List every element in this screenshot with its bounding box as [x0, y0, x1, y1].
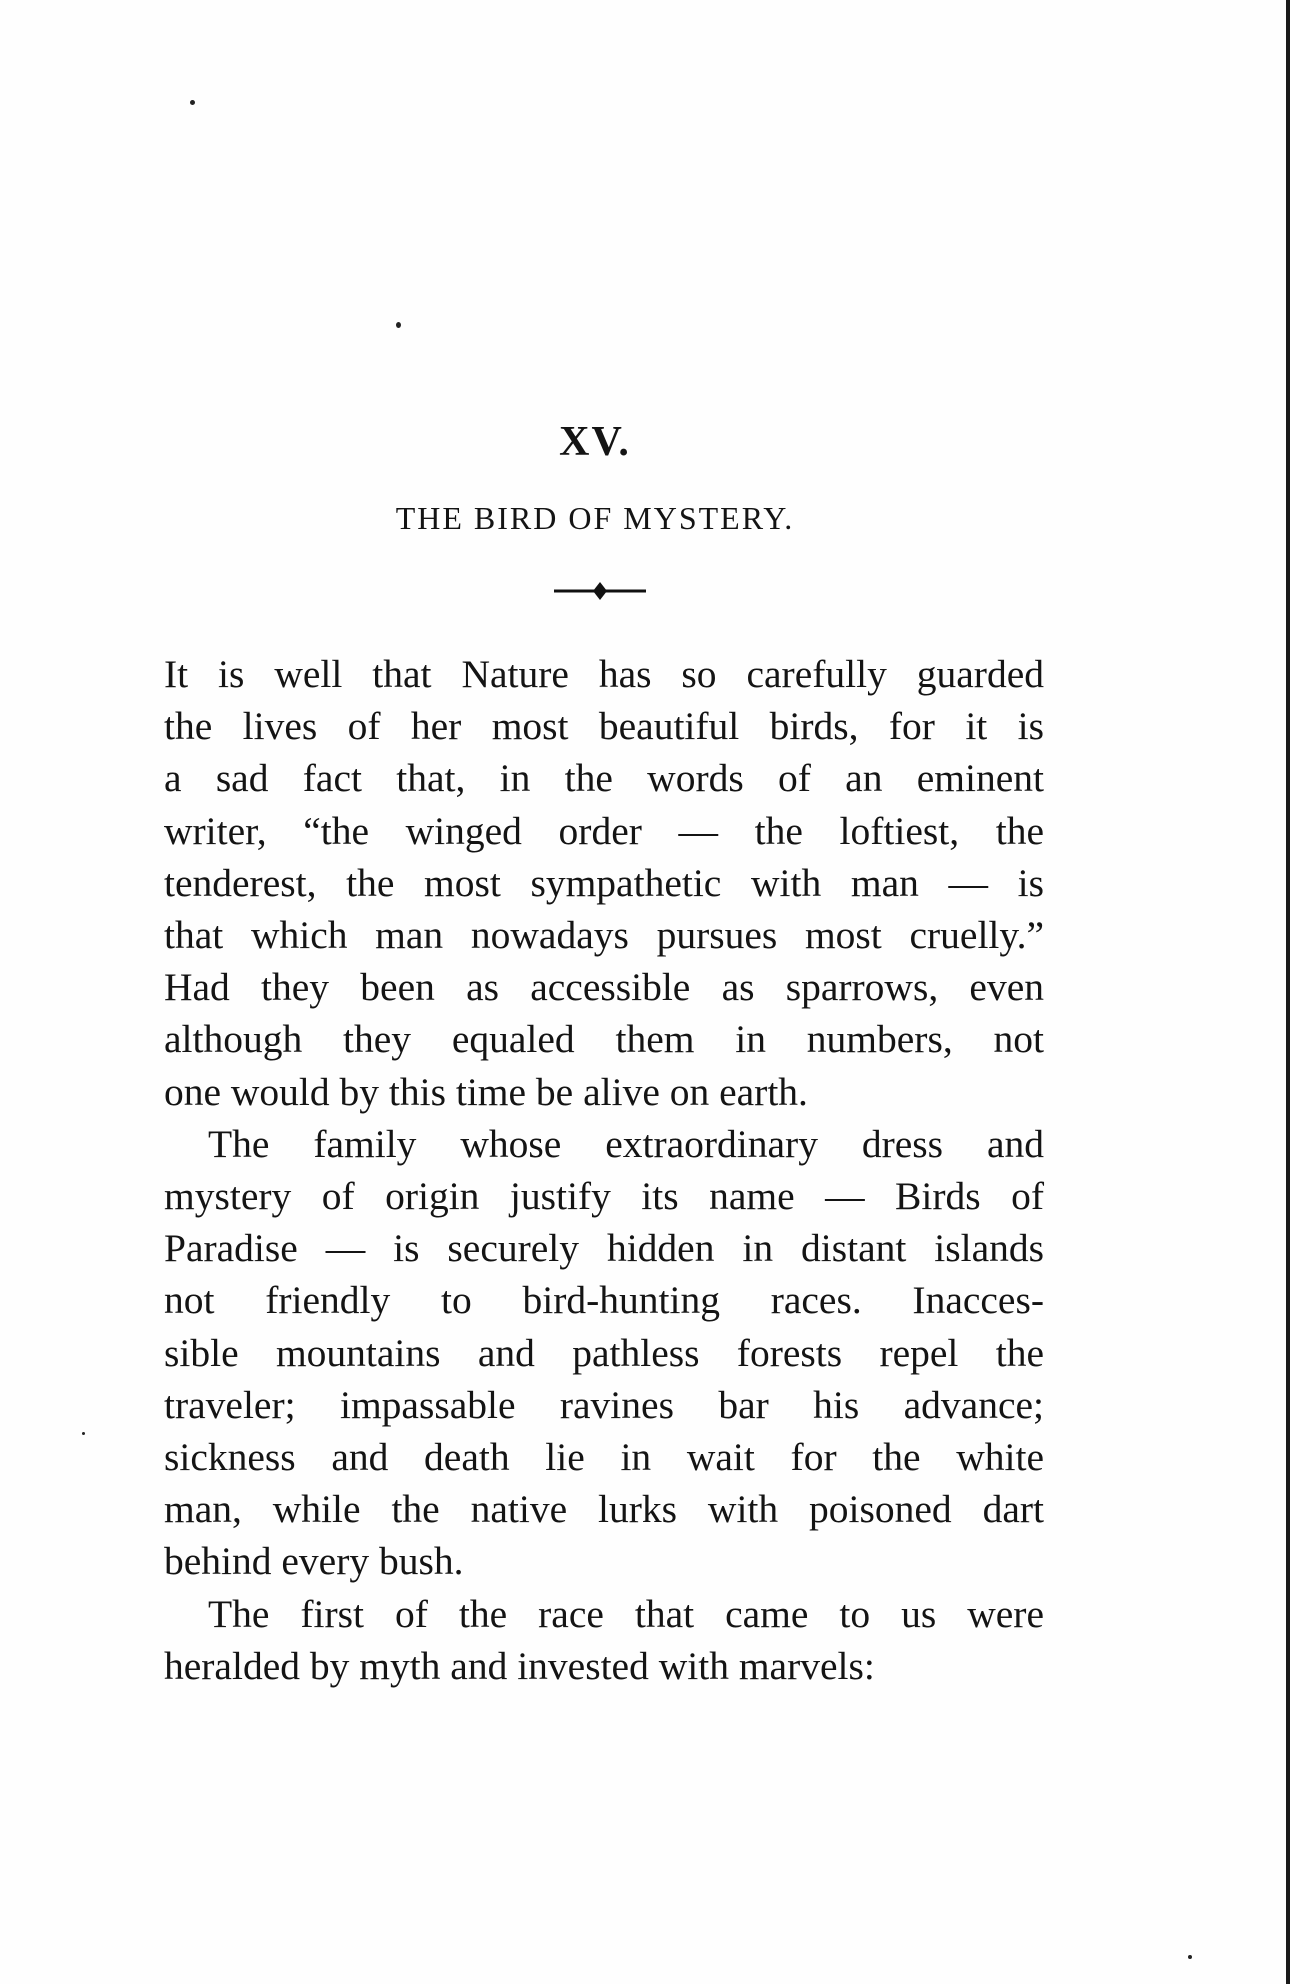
- paragraph: [164, 1118, 1044, 1588]
- scan-speck: [396, 322, 401, 328]
- chapter-number: XV.: [559, 419, 631, 465]
- text-line: It is well that Nature has so carefully guarded: [164, 652, 1044, 696]
- ornament-divider-icon: [552, 576, 648, 606]
- paragraph: [164, 648, 1044, 1118]
- text-line: writer, “the winged order — the loftiest, the: [164, 808, 1044, 853]
- text-line: sickness and death lie in wait for the white: [164, 1435, 1044, 1480]
- text-line: Paradise — is securely hidden in distant islands: [164, 1226, 1044, 1271]
- text-line: behind every bush.: [164, 1539, 464, 1584]
- text-line: although they equaled them in numbers, not: [164, 1017, 1044, 1062]
- paragraph: [164, 1588, 1044, 1692]
- scan-speck: [1188, 1955, 1192, 1959]
- chapter-body: [164, 648, 1044, 1692]
- text-line: that which man nowadays pursues most cruelly.”: [164, 913, 1044, 958]
- scan-speck: [82, 1432, 85, 1435]
- text-line: heralded by myth and invested with marvels:: [164, 1643, 875, 1688]
- chapter-title: THE BIRD OF MYSTERY.: [395, 500, 795, 536]
- page-edge-shadow: [1286, 0, 1290, 1984]
- text-line: sible mountains and pathless forests repel the: [164, 1330, 1044, 1375]
- text-line: mystery of origin justify its name — Birds of: [164, 1174, 1044, 1219]
- text-line: not friendly to bird-hunting races. Inacces-: [164, 1278, 1044, 1323]
- text-line: The family whose extraordinary dress and: [208, 1121, 1044, 1166]
- text-line: a sad fact that, in the words of an eminent: [164, 756, 1044, 801]
- text-line: the lives of her most beautiful birds, for it is: [164, 704, 1044, 749]
- text-line: Had they been as accessible as sparrows, even: [164, 965, 1044, 1010]
- scan-speck: [190, 100, 195, 105]
- text-line: man, while the native lurks with poisoned dart: [164, 1487, 1044, 1532]
- text-line: traveler; impassable ravines bar his advance;: [164, 1382, 1044, 1427]
- text-line: tenderest, the most sympathetic with man — is: [164, 860, 1044, 905]
- text-line: one would by this time be alive on earth.: [164, 1069, 808, 1114]
- text-line: The first of the race that came to us were: [208, 1591, 1044, 1636]
